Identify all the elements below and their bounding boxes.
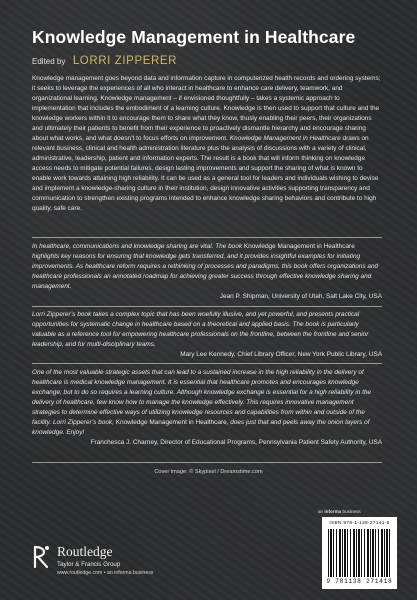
publisher-name: Routledge <box>57 544 113 559</box>
endorsement-1 <box>32 242 382 302</box>
editor-line <box>32 51 177 69</box>
endorsement-text: One of the most valuable strategic assets that can lead to a sustained increase in the high reliability in the delivery of healthcare is medical knowledge management. It is essential that healthcare promotes and encourages knowledge exchange; but to do so requires a learning culture. Although knowledge exchange is essential for a high reliability in the delivery of healthcare, few know how to manage the knowledge effectively. This requires innovative management strategies to determine effective ways of utilizing knowledge resources and capabilities from within and outside of the facility. Lorri Zipperer’s book, Knowledge Management in Healthcare, does just that and peels away the onion layers of knowledge. Enjoy! <box>32 369 372 436</box>
description-book-title: Knowledge Management in Healthcare <box>229 135 341 142</box>
book-title: Knowledge Management in Healthcare <box>32 27 356 47</box>
endorsement-3 <box>32 368 382 448</box>
divider-2 <box>32 306 382 307</box>
endorsement-book-title: Knowledge Management in Healthcare <box>115 419 227 426</box>
routledge-logo-icon <box>32 544 52 570</box>
barcode-digits: 9 781138 271418 <box>326 578 393 585</box>
description-text-2: draws on relevant business, clinical and health administration literature plus the analysis of discussions with a variety of clinical, administrative, leadership, patient and information experts. The result is a book that will inform thinking on knowledge access needs to mitigate potential failures, design lasting improvements and support the sharing of what is known to enable work towards attaining high reliability. It can be used as a general tool for leaders and individuals wishing to devise and implement a knowledge-sharing culture in their institution, design innovative activities supporting transparency and communication to strengthen existing programs intended to enhance knowledge sharing behaviors and contribute to high quality, safe care. <box>32 135 379 212</box>
publisher-url: www.routledge.com • an informa business <box>57 570 154 576</box>
endorsement-2 <box>32 310 382 360</box>
barcode-bars <box>328 529 391 577</box>
endorsement-attribution: Jean P. Shipman, University of Utah, Salt Lake City, USA <box>219 293 382 300</box>
endorsement-text: In healthcare, communications and knowledge sharing are vital. The book Knowledge Management in Healthcare highlights key reasons for ensuring that knowledge gets transferred, and it provides insightful examples for initiating improvements. As healthcare reform requires a rethinking of processes and paradigms, this book offers organizations and healthcare professionals an annotated roadmap for achieving greater success through effective knowledge sharing and management. <box>32 243 379 290</box>
divider-1 <box>32 237 382 238</box>
cover-image-credit: Cover image: © Skypixel / Dreamstime.com <box>154 469 263 475</box>
description-paragraph <box>32 74 382 214</box>
endorsement-book-title: Knowledge Management in Healthcare <box>243 243 355 250</box>
publisher-group: Taylor & Francis Group <box>57 561 121 568</box>
editor-name: LORRI ZIPPERER <box>72 55 178 67</box>
isbn-barcode <box>322 517 397 589</box>
editor-label: Edited by <box>32 57 66 66</box>
endorsement-attribution: Mary Lee Kennedy, Chief Library Officer, New York Public Library, USA <box>180 351 382 358</box>
endorsement-attribution: Franchesca J. Charney, Director of Educational Programs, Pennsylvania Patient Safety Authority, USA <box>90 439 382 446</box>
divider-3 <box>32 363 382 364</box>
endorsement-text: Lorri Zipperer’s book takes a complex topic that has been woefully illusive, and yet powerful, and presents practical opportunities for systematic change in healthcare based on a theoretical and applied basis. The book is particularly valuable as a reference tool for empowering healthcare professionals on the frontline, between the frontline and senior leadership, and for multi-disciplinary teams. <box>32 311 369 348</box>
isbn-number: ISBN 978-1-138-27141-8 <box>329 521 390 526</box>
book-description <box>32 74 382 214</box>
divider-4 <box>32 462 382 463</box>
description-text-1: Knowledge management goes beyond data and information capture in computerized health records and ordering systems; it seeks to leverage the experiences of all who interact in healthcare to enhance care delivery, teamwork, and organizational learning. Knowledge management – if envisioned thoughtfully – takes a systemic approach to implementation that includes the embodiment of a learning culture. Knowledge is then used to support that culture and the knowledge workers within it to encourage them to share what they know, thusly enabling their peers, their organizations and ultimately their patients to benefit from their experience to proactively dismantle hierarchy and encourage sharing about what works, and what doesn’t to focus efforts on improvement. <box>32 75 381 142</box>
informa-business-tag: an informa business <box>318 509 361 514</box>
